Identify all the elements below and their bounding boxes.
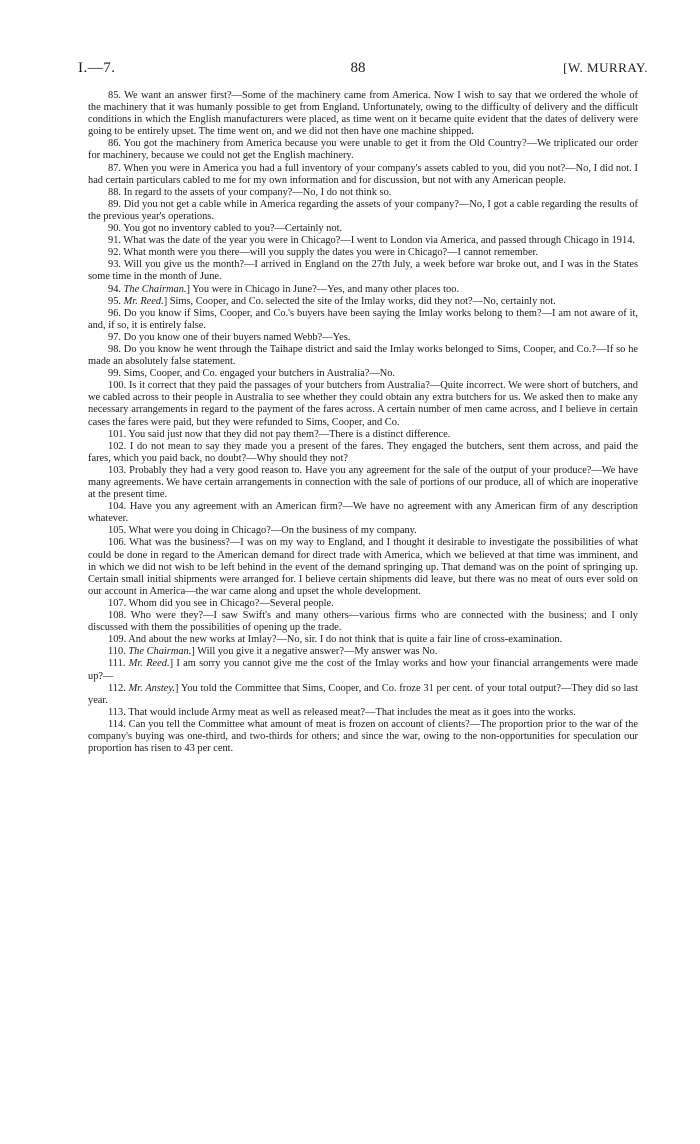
page-number: 88	[350, 60, 366, 76]
question-paragraph: 98. Do you know he went through the Taihape district and said the Imlay works belonged to Sims, Cooper, and Co.?—If so he made an absolutely false statement.	[88, 343, 638, 368]
question-paragraph: 112. Mr. Anstey.] You told the Committee that Sims, Cooper, and Co. froze 31 per cent. of your total output?—They did so last year.	[88, 682, 638, 706]
question-paragraph: 97. Do you know one of their buyers named Webb?—Yes.	[108, 331, 351, 343]
question-paragraph: 94. The Chairman.] You were in Chicago in June?—Yes, and many other places too.	[108, 283, 460, 295]
question-paragraph: 100. Is it correct that they paid the passages of your butchers from Australia?—Quite incorrect. We were short of butchers, and we cabled across to their people in Australia to see whether they could obtain any extra butchers for us. We asked then to make any necessary arrangements in regard to the payment of the fares across. A certain number of men came across, and I believe in certain cases the fares were paid, but they were refunded to Sims, Cooper, and Co.	[88, 380, 638, 428]
question-paragraph: 106. What was the business?—I was on my way to England, and I thought it desirable to investigate the possibilities of what could be done in regard to the American demand for direct trade with America, which we believed at that time was imminent, and in which we did not wish to be left behind in the event of the demand springing up. That demand was on the point of springing up. Certain small initial shipments were arranged for. I believe certain shipments did leave, but there was no meat of ours ever sold on our account in America—the war came along and upset the whole development.	[88, 537, 638, 597]
question-paragraph: 111. Mr. Reed.] I am sorry you cannot give me the cost of the Imlay works and how your financial arrangements were made up?—	[88, 658, 639, 682]
question-paragraph: 90. You got no inventory cabled to you?—Certainly not.	[108, 223, 343, 235]
question-paragraph: 85. We want an answer first?—Some of the machinery came from America. Now I wish to say that we ordered the whole of the machinery that it was humanly possible to get from England. Unfortunately, owing to the difficulty of delivery and the difficult conditions in which the English manufacturers were placed, as time went on it became quite evident that the dates of delivery were going to be entirely upset. The time went on, and we did not then have one machine shipped.	[88, 90, 638, 138]
question-paragraph: 114. Can you tell the Committee what amount of meat is frozen on account of clients?—The proportion prior to the war of the company's buying was one-third, and two-thirds for others; and since the war, owing to the non-opportunities for speculation our proportion has risen to 43 per cent.	[88, 718, 638, 755]
page-header	[78, 60, 648, 80]
question-paragraph: 92. What month were you there—will you supply the dates you were in Chicago?—I cannot remember.	[108, 247, 539, 259]
question-paragraph: 107. Whom did you see in Chicago?—Several people.	[108, 597, 334, 609]
question-paragraph: 96. Do you know if Sims, Cooper, and Co.'s buyers have been saying the Imlay works belong to them?—I am not aware of it, and, if so, it is entirely false.	[88, 307, 638, 331]
question-paragraph: 87. When you were in America you had a full inventory of your company's assets cabled to you, did you not?—No, I did not. I had certain particulars cabled to me for my own information and for discussion, but not with any American people.	[88, 162, 638, 186]
question-paragraph: 88. In regard to the assets of your company?—No, I do not think so.	[108, 186, 392, 198]
question-paragraph: 89. Did you not get a cable while in America regarding the assets of your company?—No, I got a cable regarding the results of the previous year's operations.	[88, 198, 638, 222]
question-paragraph: 101. You said just now that they did not pay them?—There is a distinct difference.	[108, 428, 451, 440]
speaker-name: Mr. Anstey.	[128, 682, 176, 694]
speaker-name: Mr. Reed.	[123, 295, 164, 307]
document-reference: I.—7.	[78, 60, 116, 76]
question-paragraph: 108. Who were they?—I saw Swift's and many others—various firms who are connected with the business; and I only discussed with them the possibilities of opening up the trade.	[88, 610, 638, 634]
speaker-name: The Chairman.	[123, 283, 187, 295]
question-paragraph: 113. That would include Army meat as well as released meat?—That includes the meat as it goes into the works.	[108, 706, 576, 718]
question-paragraph: 86. You got the machinery from America because you were unable to get it from the Old Country?—We triplicated our order for machinery, because we could not get the English machinery.	[88, 138, 638, 162]
question-paragraph: 93. Will you give us the month?—I arrived in England on the 27th July, a week before war broke out, and I was in the States some time in the month of June.	[88, 259, 638, 283]
speaker-name: The Chairman.	[128, 646, 192, 658]
question-paragraph: 95. Mr. Reed.] Sims, Cooper, and Co. selected the site of the Imlay works, did they not?—No, certainly not.	[108, 295, 556, 307]
speaker-name: Mr. Reed.	[128, 658, 170, 670]
question-paragraph: 104. Have you any agreement with an American firm?—We have no agreement with any American firm of any description whatever.	[88, 501, 638, 525]
question-paragraph: 105. What were you doing in Chicago?—On the business of my company.	[108, 525, 417, 537]
question-paragraph: 109. And about the new works at Imlay?—No, sir. I do not think that is quite a fair line of cross-examination.	[108, 634, 563, 646]
witness-name: [W. MURRAY.	[563, 60, 648, 75]
question-paragraph: 110. The Chairman.] Will you give it a negative answer?—My answer was No.	[108, 646, 438, 658]
transcript-body	[88, 90, 638, 755]
question-paragraph: 102. I do not mean to say they made you a present of the fares. They engaged the butchers, sent them across, and paid the fares, which you paid back, no doubt?—Why should they not?	[88, 440, 638, 464]
question-paragraph: 99. Sims, Cooper, and Co. engaged your butchers in Australia?—No.	[108, 368, 396, 380]
question-paragraph: 91. What was the date of the year you were in Chicago?—I went to London via America, and passed through Chicago in 1914.	[108, 235, 635, 247]
question-paragraph: 103. Probably they had a very good reason to. Have you any agreement for the sale of the output of your produce?—We have many agreements. We have certain arrangements in connection with the sale of portions of our produce, all of which are inoperative at the present time.	[88, 464, 638, 501]
